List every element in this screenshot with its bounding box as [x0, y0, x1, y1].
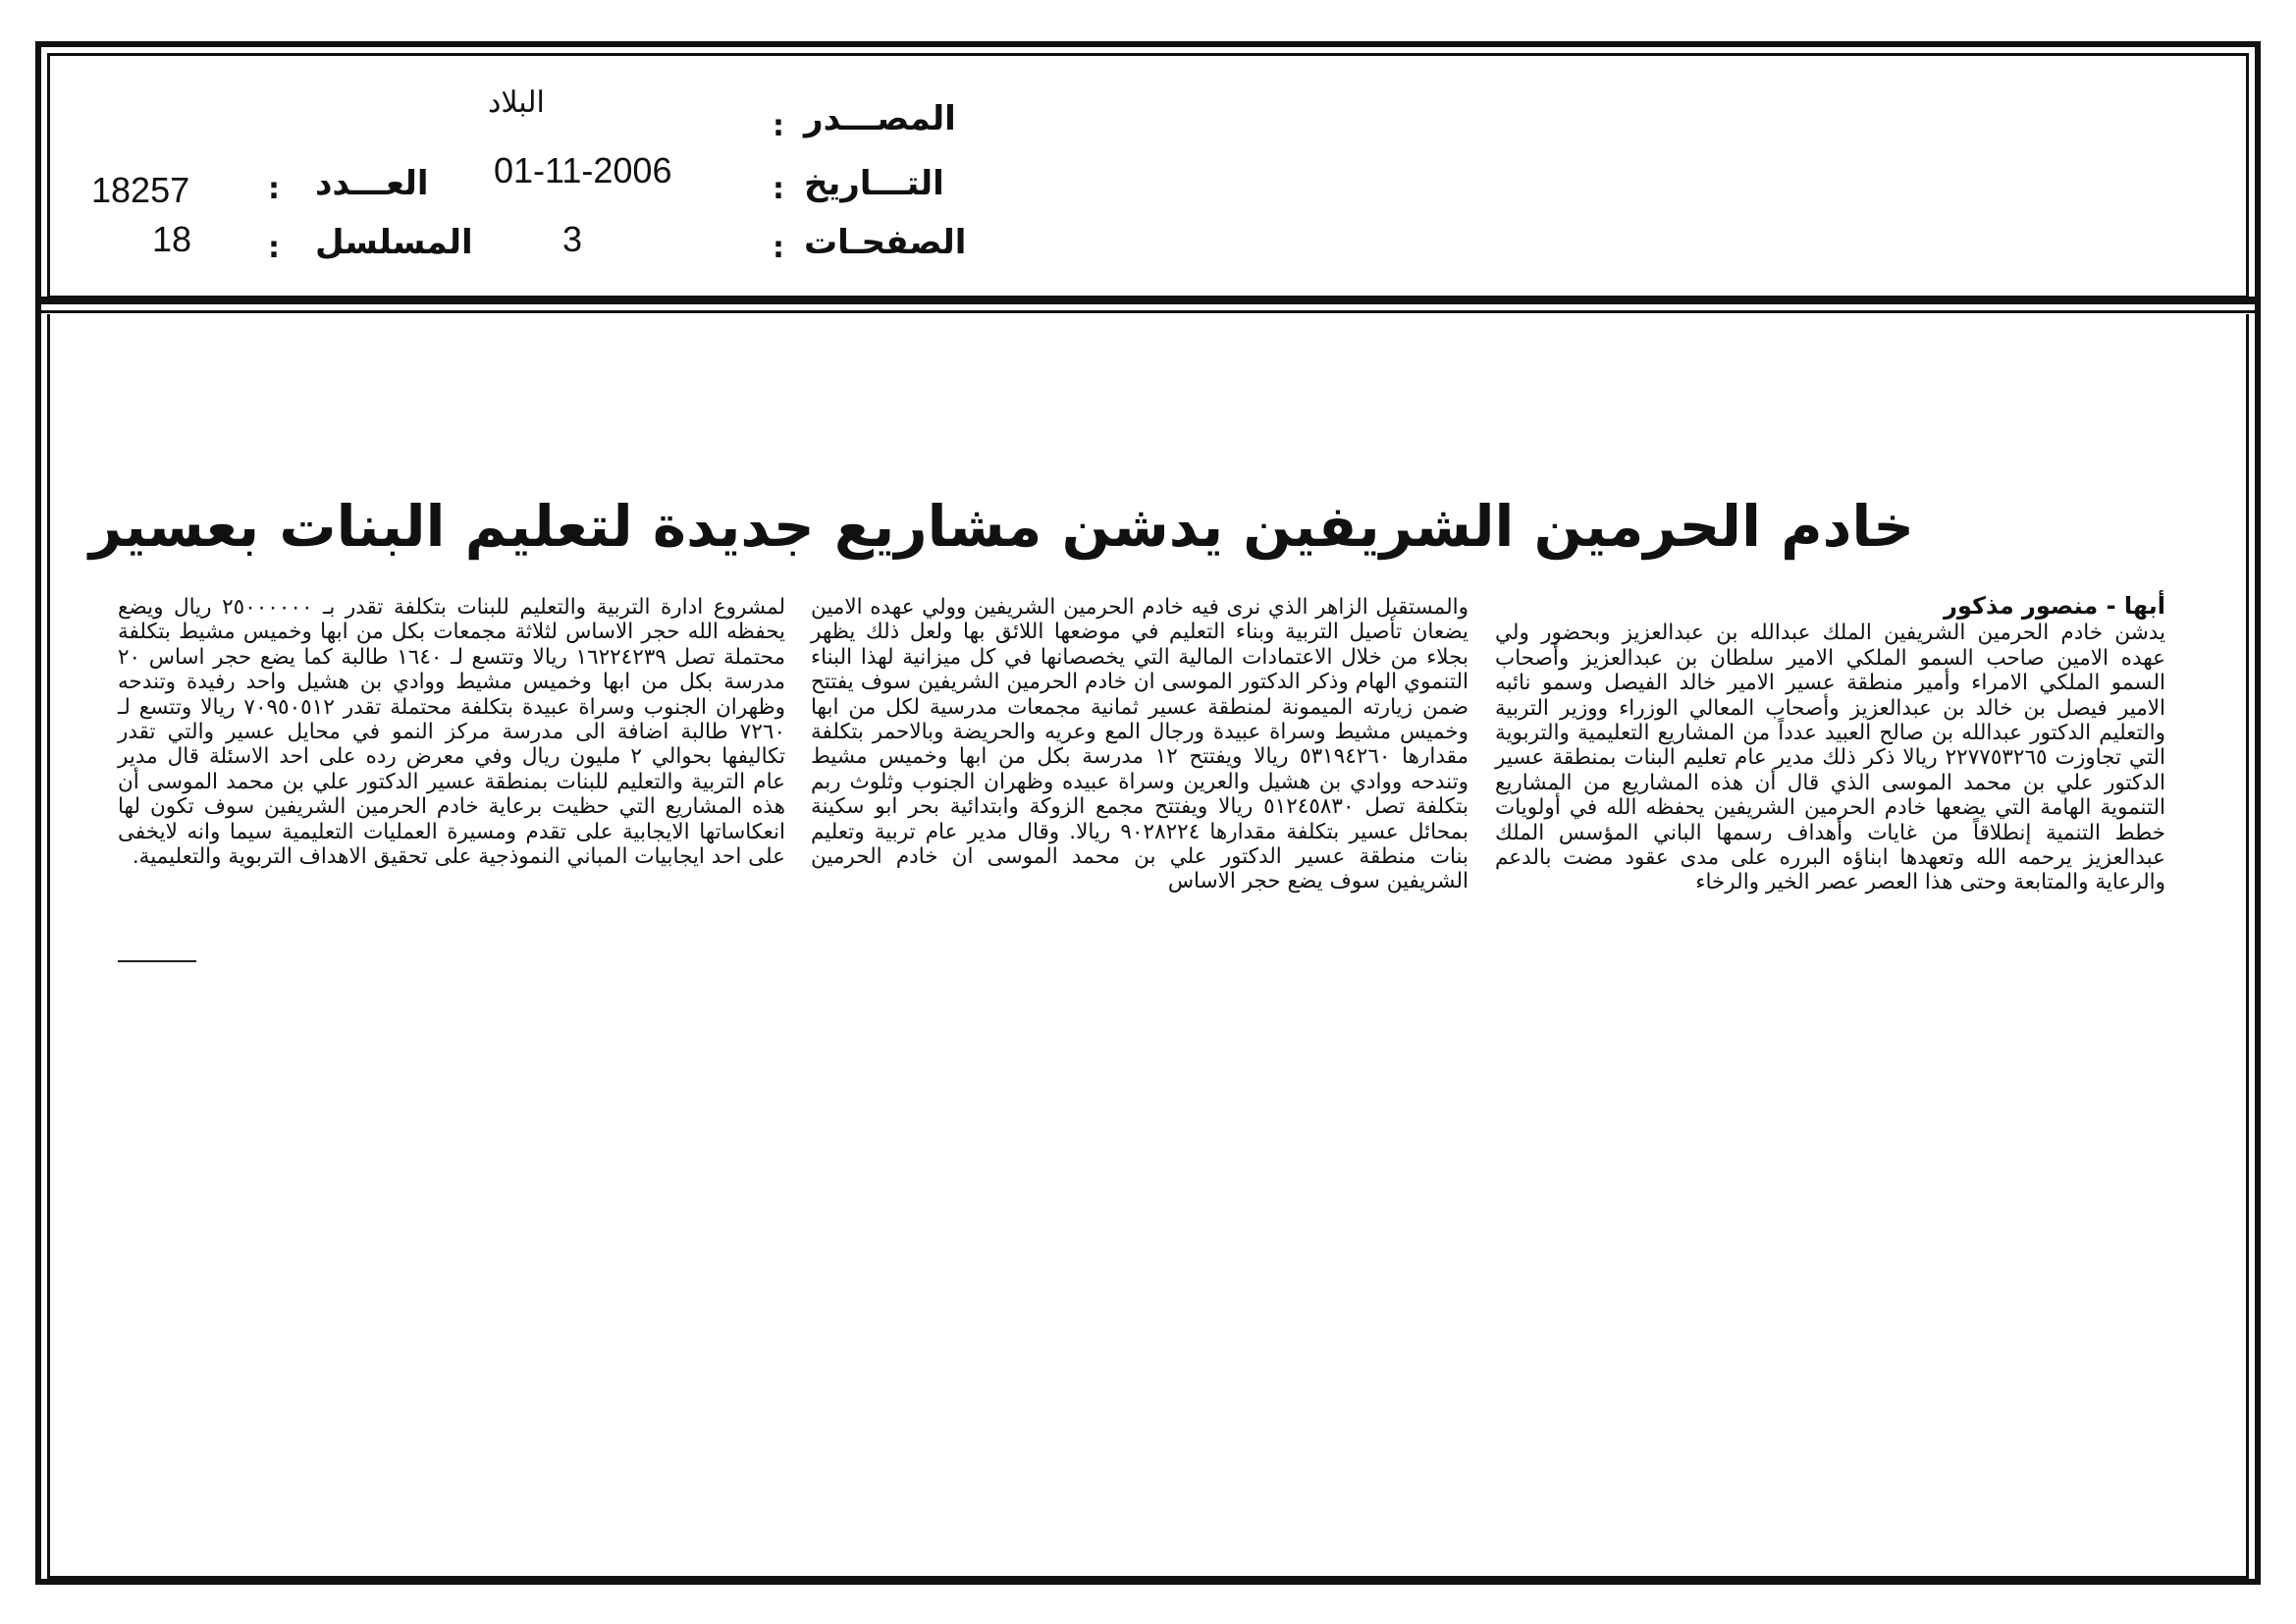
- article-byline: أبها - منصور مذكور: [1944, 592, 2165, 620]
- column-3-text: لمشروع ادارة التربية والتعليم للبنات بتكلفة تقدر بـ ٢٥٠٠٠٠٠٠ ريال ويضع يحفظه الله حجر الاساس لثلاثة مجمعات بكل من ابها وخميس مشيط بتكلفة محتملة تصل ١٦٢٢٤٢٣٩ ريالا وتتسع لـ ١٦٤٠ طالبة كما يضع حجر اساس ٢٠ مدرسة بكل من ابها وخميس مشيط ووادي بن هشيل واحد رفيدة وتندحه وظهران الجنوب وسراة عبيدة بتكلفة محتملة تقدر ٧٠٩٥٠٥١٢ ريالا وتتسع لـ ٧٢٦٠ طالبة اضافة الى مدرسة مركز النمو في محايل عسير والتي تقدر تكاليفها بحوالي ٢ مليون ريال وفي معرض رده على احد الاسئلة قال مدير عام التربية والتعليم للبنات بمنطقة عسير الدكتور علي بن محمد الموسى أن هذه المشاريع التي حظيت برعاية خادم الحرمين الشريفين سوف تكون لها انعكاساتها الايجابية على تقدم ومسيرة العمليات التعليمية سيما وانه لايخفى على احد ايجابيات المباني النموذجية على تحقيق الاهداف التربوية والتعليمية.: [118, 595, 786, 870]
- number-label: العـــدد: [315, 164, 429, 203]
- pages-label: الصفحـات: [804, 223, 967, 262]
- number-colon: :: [268, 172, 280, 206]
- date-label: التـــاريخ: [804, 164, 944, 203]
- pages-value: 3: [562, 219, 583, 259]
- source-colon: :: [773, 109, 784, 143]
- article-headline: خادم الحرمين الشريفين يدشن مشاريع جديدة لتعليم البنات بعسير: [88, 493, 1914, 560]
- source-label: المصـــدر: [804, 99, 956, 138]
- column-1-text: يدشن خادم الحرمين الشريفين الملك عبدالله بن عبدالعزيز وبحضور ولي عهده الامين صاحب السمو الملكي الامير سلطان بن عبدالعزيز وأصحاب السمو الملكي الامراء وأمير منطقة عسير الامير خالد الفيصل وسمو نائبه الامير فيصل بن خالد بن عبدالعزيز وأصحاب المعالي الوزراء ووزير التربية والتعليم الدكتور عبدالله بن صالح العبيد عدداً من المشاريع التعليمية والتربوية التي تجاوزت ٢٢٧٧٥٣٢٦٥ ريالا ذكر ذلك مدير عام تعليم البنات بمنطقة عسير الدكتور علي بن محمد الموسى الذي قال أن هذه المشاريع من المشاريع التنموية الهامة التي يضعها خادم الحرمين الشريفين يحفظه الله في أولويات خطط التنمية إنطلاقاً من غايات وأهداف رسمها الباني المؤسس الملك عبدالعزيز يرحمه الله وتعهدها ابناؤه البرره على مدى عقود مضت بالدعم والرعاية والمتابعة وحتى هذا العصر عصر الخير والرخاء: [1495, 621, 2165, 895]
- serial-value: 18: [152, 219, 192, 259]
- date-colon: :: [773, 172, 784, 206]
- column-2-text: والمستقبل الزاهر الذي نرى فيه خادم الحرمين الشريفين وولي عهده الامين يضعان تأصيل التربية وبناء التعليم في موضعها اللائق بها ولعل ذلك يظهر بجلاء من خلال الاعتمادات المالية التي يخصصانها في كل ميزانية لهذا البناء التنموي الهام وذكر الدكتور الموسى ان خادم الحرمين الشريفين سوف يفتتح ضمن زيارته الميمونة لمنطقة عسير ثمانية مجمعات مدرسية لكل من ابها وخميس مشيط وسراة عبيدة ورجال المع وعريه والحريضة وبالاحمر بتكلفة مقدارها ٥٣١٩٤٢٦٠ ريالا ويفتتح ١٢ مدرسة بكل من ابها وخميس مشيط وتندحه ووادي بن هشيل والعرين وسراة عبيده وظهران الجنوب وثلوث ربم بتكلفة تصل ٥١٢٤٥٨٣٠ ريالا ويفتتح مجمع الزوكة وابتدائية بحر ابو سكينة بمحائل عسير بتكلفة مقدارها ٩٠٢٨٢٢٤ ريالا. وقال مدير عام تربية وتعليم بنات منطقة عسير الدكتور علي بن محمد الموسى ان خادم الحرمين الشريفين سوف يضع حجر الاساس: [811, 595, 1469, 894]
- header-divider: [41, 297, 2255, 304]
- header-divider-thin: [41, 310, 2255, 313]
- number-value: 18257: [91, 170, 190, 210]
- serial-label: المسلسل: [315, 223, 473, 262]
- date-value: 01-11-2006: [494, 150, 672, 190]
- pages-colon: :: [773, 231, 784, 265]
- clipping-header: [47, 53, 2249, 298]
- article-column-3: [118, 595, 785, 869]
- source-value: البلاد: [488, 86, 545, 119]
- article-column-2: [811, 595, 1468, 894]
- article-column-1: [1495, 594, 2165, 895]
- serial-colon: :: [268, 231, 280, 265]
- article-end-rule: [118, 960, 196, 962]
